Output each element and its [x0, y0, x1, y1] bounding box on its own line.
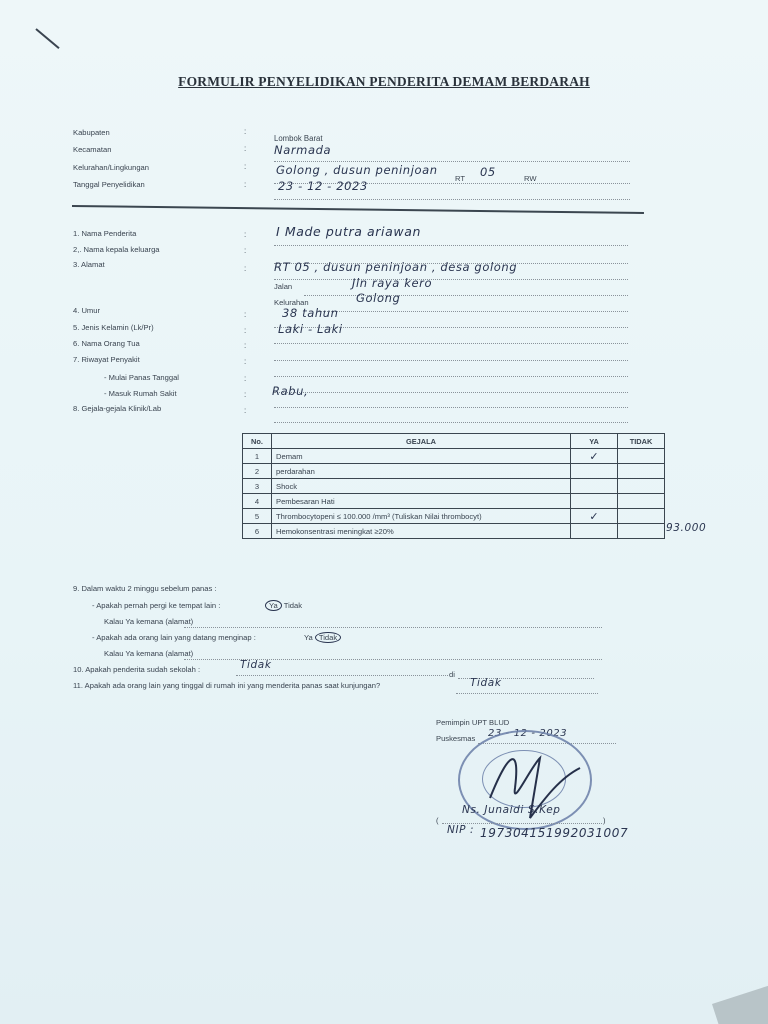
label-rw: RW	[524, 174, 537, 183]
label-jenis-kelamin: 5. Jenis Kelamin (Lk/Pr)	[73, 323, 154, 332]
table-header-row	[243, 434, 665, 449]
row-gejala: Demam	[272, 449, 571, 464]
row-ya	[571, 464, 618, 479]
colon: :	[244, 341, 247, 350]
row-tidak	[618, 509, 665, 524]
answer-9a-tidak: Tidak	[283, 601, 303, 610]
label-umur: 4. Umur	[73, 306, 101, 315]
section-divider	[72, 205, 644, 214]
table-row	[243, 479, 665, 494]
value-masuk-rs: Rabu,	[272, 384, 309, 398]
answer-9a-ya: Ya	[265, 600, 282, 611]
question-9a-kemana: Kalau Ya kemana (alamat)	[104, 617, 194, 626]
label-nama-penderita: 1. Nama Penderita	[73, 229, 137, 238]
label-kabupaten: Kabupaten	[73, 128, 110, 137]
value-alamat: RT 05 , dusun peninjoan , desa golong	[274, 260, 518, 274]
label-kecamatan: Kecamatan	[73, 145, 112, 154]
header-gejala: GEJALA	[272, 434, 571, 449]
header-ya: YA	[571, 434, 618, 449]
row-no: 1	[243, 449, 272, 464]
fill-line	[274, 376, 628, 377]
value-kabupaten: Lombok Barat	[274, 134, 323, 143]
colon: :	[244, 230, 247, 239]
row-gejala: Shock	[272, 479, 571, 494]
colon: :	[244, 180, 247, 189]
row-gejala: perdarahan	[272, 464, 571, 479]
question-9b-options	[304, 633, 341, 642]
signature-paren-open: (	[436, 816, 439, 825]
fill-line	[274, 199, 630, 200]
signature-date: 23 - 12 - 2023	[488, 728, 568, 739]
answer-9b-ya: Ya	[304, 633, 313, 642]
answer-9b-tidak: Tidak	[315, 632, 341, 643]
question-11: 11. Apakah ada orang lain yang tinggal di rumah ini yang menderita panas saat kunjungan?	[73, 681, 381, 690]
fill-line	[274, 161, 630, 162]
label-nama-kk: 2,. Nama kepala keluarga	[73, 245, 160, 254]
row-tidak	[618, 494, 665, 509]
row-tidak	[618, 449, 665, 464]
table-row	[243, 464, 665, 479]
row-ya	[571, 479, 618, 494]
symptoms-table	[242, 433, 665, 539]
label-mulai-panas: - Mulai Panas Tanggal	[104, 373, 179, 382]
table-row	[243, 524, 665, 539]
label-gejala-klinik: 8. Gejala-gejala Klinik/Lab	[73, 404, 162, 413]
colon: :	[244, 246, 247, 255]
header-tidak: TIDAK	[618, 434, 665, 449]
value-kelurahan2: Golong	[356, 291, 401, 305]
fill-line	[274, 343, 628, 344]
colon: :	[244, 374, 247, 383]
fill-line	[274, 392, 628, 393]
table-row	[243, 509, 665, 524]
fill-line	[184, 627, 602, 628]
label-masuk-rs: - Masuk Rumah Sakit	[104, 389, 177, 398]
question-9: 9. Dalam waktu 2 minggu sebelum panas :	[73, 584, 217, 593]
colon: :	[244, 357, 247, 366]
thrombocyt-value: 93.000	[666, 522, 707, 534]
question-10: 10. Apakah penderita sudah sekolah :	[73, 665, 201, 674]
row-no: 3	[243, 479, 272, 494]
row-ya	[571, 524, 618, 539]
colon: :	[244, 390, 247, 399]
fill-line	[318, 311, 628, 312]
fill-line	[274, 407, 628, 408]
row-no: 5	[243, 509, 272, 524]
fill-line	[304, 295, 628, 296]
fill-line	[274, 360, 628, 361]
question-10-di: di	[449, 670, 455, 679]
signature-nip-label: NIP :	[447, 824, 475, 836]
value-kelurahan: Golong , dusun peninjoan	[276, 163, 438, 177]
row-ya	[571, 494, 618, 509]
label-jalan: Jalan	[274, 282, 293, 291]
question-9b: - Apakah ada orang lain yang datang menginap :	[92, 633, 256, 642]
fill-line	[236, 675, 448, 676]
signature-nip: 197304151992031007	[480, 826, 629, 840]
row-tidak	[618, 464, 665, 479]
colon: :	[244, 406, 247, 415]
label-nama-ortu: 6. Nama Orang Tua	[73, 339, 140, 348]
label-kelurahan2: Kelurahan	[274, 298, 309, 307]
signature-title: Pemimpin UPT BLUD	[436, 718, 510, 727]
pen-mark	[35, 28, 59, 49]
colon: :	[244, 264, 247, 273]
value-jalan: Jln raya kero	[352, 276, 433, 290]
question-9a-options	[265, 601, 302, 610]
label-tanggal: Tanggal Penyelidikan	[73, 180, 145, 189]
page-corner	[712, 982, 768, 1024]
row-no: 4	[243, 494, 272, 509]
colon: :	[244, 127, 247, 136]
value-rt: 05	[480, 165, 496, 179]
label-alamat: 3. Alamat	[73, 260, 105, 269]
value-umur: 38 tahun	[282, 306, 339, 320]
signature-paren-close: )	[603, 816, 606, 825]
signature-puskesmas-label: Puskesmas	[436, 734, 476, 743]
colon: :	[244, 310, 247, 319]
label-kelurahan: Kelurahan/Lingkungan	[73, 163, 150, 172]
value-jenis-kelamin: Laki - Laki	[278, 322, 343, 336]
row-tidak	[618, 479, 665, 494]
row-ya: ✓	[571, 509, 618, 524]
colon: :	[244, 326, 247, 335]
value-tanggal: 23 - 12 - 2023	[278, 179, 368, 193]
label-riwayat: 7. Riwayat Penyakit	[73, 355, 140, 364]
row-no: 6	[243, 524, 272, 539]
header-no: No.	[243, 434, 272, 449]
fill-line	[274, 279, 628, 280]
colon: :	[244, 144, 247, 153]
fill-line	[274, 245, 628, 246]
row-tidak	[618, 524, 665, 539]
answer-10: Tidak	[240, 659, 272, 671]
question-9a: - Apakah pernah pergi ke tempat lain :	[92, 601, 221, 610]
fill-line	[456, 693, 598, 694]
form-title: FORMULIR PENYELIDIKAN PENDERITA DEMAM BERDARAH	[178, 74, 590, 89]
row-gejala: Pembesaran Hati	[272, 494, 571, 509]
row-gejala: Thrombocytopeni ≤ 100.000 /mm³ (Tuliskan Nilai thrombocyt)	[272, 509, 571, 524]
label-rt: RT	[455, 174, 465, 183]
fill-line	[274, 422, 628, 423]
signature-name: Ns. Junaidi S.Kep	[462, 804, 561, 816]
row-no: 2	[243, 464, 272, 479]
value-kecamatan: Narmada	[274, 143, 332, 157]
table-row	[243, 449, 665, 464]
row-ya: ✓	[571, 449, 618, 464]
table-row	[243, 494, 665, 509]
question-9b-kemana: Kalau Ya kemana (alamat)	[104, 649, 194, 658]
value-nama-penderita: I Made putra ariawan	[276, 224, 421, 239]
answer-11: Tidak	[470, 677, 502, 689]
colon: :	[244, 162, 247, 171]
row-gejala: Hemokonsentrasi meningkat ≥20%	[272, 524, 571, 539]
